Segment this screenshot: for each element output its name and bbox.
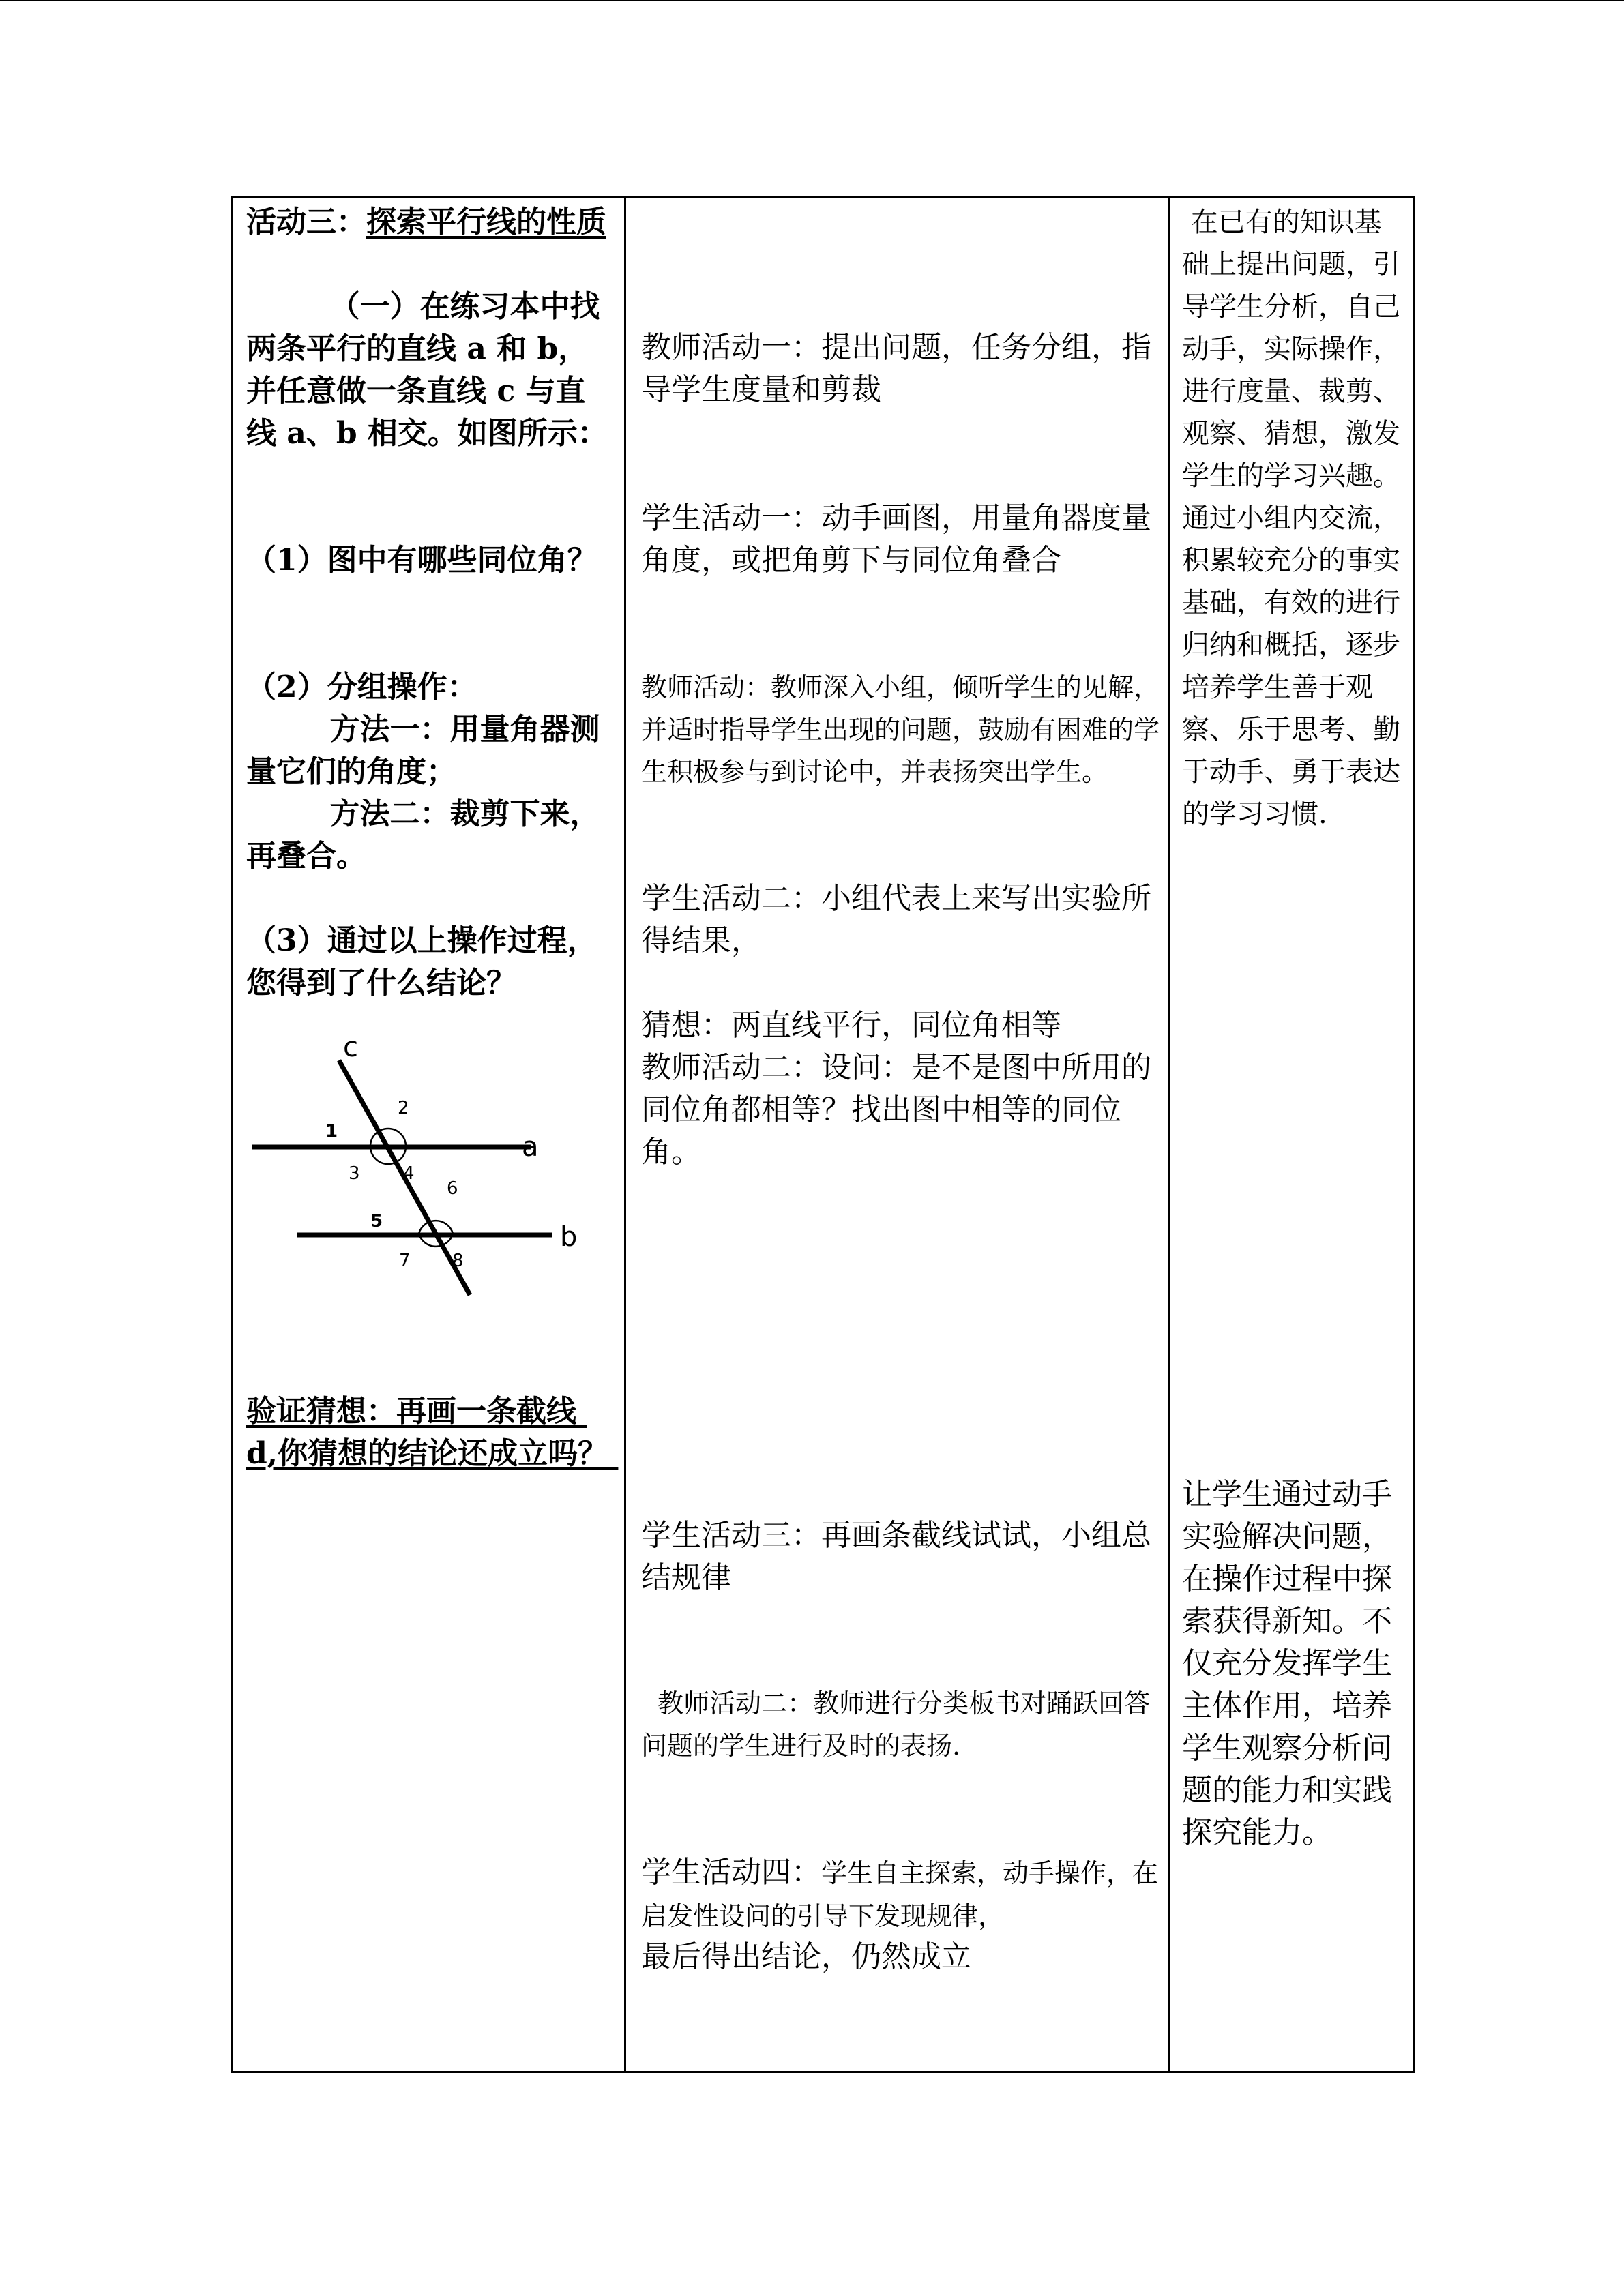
question-2-title: （2）分组操作： [246, 670, 477, 704]
table-row [232, 198, 1414, 2072]
teacher-student-activities-cell [625, 198, 1169, 2072]
student-activity-2: 学生活动二：小组代表上来写出实验所得结果， [641, 881, 1151, 958]
method-1: 方法一：用量角器测量它们的角度； [246, 712, 600, 789]
student-activity-1: 学生活动一：动手画图，用量角器度量角度，或把角剪下与同位角叠合 [641, 501, 1151, 578]
question-3: （3）通过以上操作过程，您得到了什么结论？ [246, 923, 597, 1000]
label-b: b [560, 1221, 578, 1253]
student-activity-4-body: 学生自主探索，动手操作，在启发性设问的引导下发现规律， [641, 1858, 1159, 1931]
design-intent-cell [1169, 198, 1414, 2072]
angle-8: 8 [452, 1251, 464, 1271]
student-activity-4-label: 学生活动四： [641, 1855, 821, 1890]
task-text: （一）在练习本中找两条平行的直线 a 和 b，并任意做一条直线 c 与直线 a、b 相交。如图所示： [246, 289, 608, 451]
student-activity-4 [641, 1851, 1160, 1937]
activity-cell [232, 198, 625, 2072]
method-2: 方法二：裁剪下来，再叠合。 [246, 796, 600, 874]
activity-title-prefix: 活动三： [246, 205, 366, 239]
angle-5: 5 [370, 1211, 383, 1232]
angle-4: 4 [403, 1163, 415, 1184]
label-c: c [343, 1032, 358, 1063]
activity-title-topic: 探索平行线的性质 [366, 205, 606, 239]
student-activity-4-conclusion: 最后得出结论，仍然成立 [641, 1939, 971, 1974]
question-1: （1）图中有哪些同位角？ [246, 543, 597, 578]
activity-title [246, 201, 615, 243]
student-activity-3: 学生活动三：再画条截线试试，小组总结规律 [641, 1518, 1151, 1595]
label-a: a [522, 1131, 539, 1163]
verify-conjecture: 验证猜想：再画一条截线 d,你猜想的结论还成立吗？ [246, 1394, 619, 1471]
teacher-activity-2-praise: 教师活动二：教师进行分类板书对踊跃回答问题的学生进行及时的表扬. [641, 1688, 1151, 1761]
teacher-activity-1: 教师活动一：提出问题，任务分组，指导学生度量和剪裁 [641, 330, 1151, 407]
lesson-table [231, 196, 1415, 2073]
angle-7: 7 [399, 1251, 411, 1271]
design-intent-2: 让学生通过动手实验解决问题，在操作过程中探索获得新知。不仅充分发挥学生主体作用，培养学生观察分析问题的能力和实践探究能力。 [1182, 1477, 1392, 1850]
angle-2: 2 [398, 1098, 409, 1118]
angle-3: 3 [349, 1163, 360, 1184]
teacher-activity-2: 教师活动二：设问：是不是图中所用的同位角都相等？找出图中相等的同位角。 [641, 1050, 1151, 1169]
design-intent-1: 在已有的知识基础上提出问题，引导学生分析，自己动手，实际操作，进行度量、裁剪、观察、猜想，激发学生的学习兴趣。通过小组内交流，积累较充分的事实基础，有效的进行归纳和概括，逐步培养学生善于观察、乐于思考、勤于动手、勇于表达的学习习惯. [1182, 207, 1400, 830]
conjecture: 猜想：两直线平行，同位角相等 [641, 1008, 1061, 1043]
page-top-border [0, 0, 1624, 1]
parallel-lines-figure [245, 1030, 600, 1317]
angle-6: 6 [447, 1178, 458, 1199]
angle-1: 1 [325, 1121, 338, 1142]
teacher-activity: 教师活动：教师深入小组，倾听学生的见解，并适时指导学生出现的问题，鼓励有困难的学生积极参与到讨论中，并表扬突出学生。 [641, 672, 1160, 787]
